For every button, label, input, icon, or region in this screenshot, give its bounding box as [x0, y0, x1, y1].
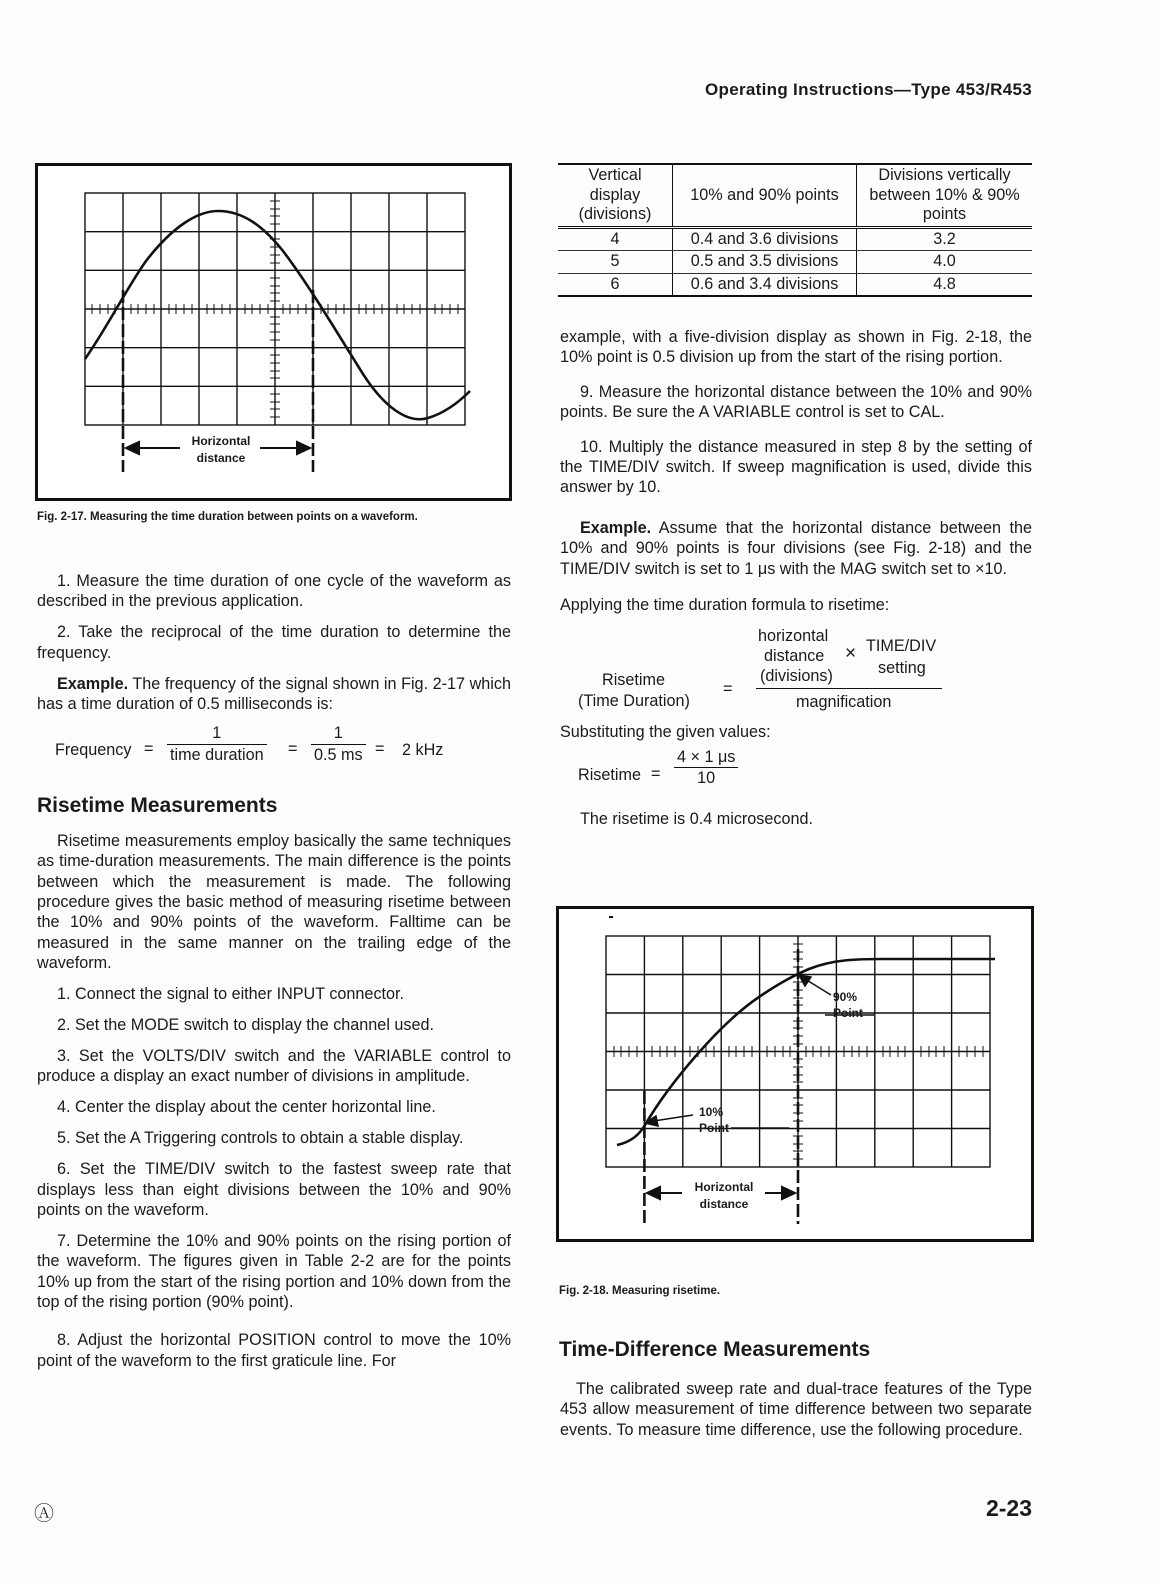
paragraph-continued: example, with a five-division display as shown in Fig. 2-18, the 10% point is 0.5 division up from the start of the rising portion. — [560, 328, 1032, 367]
fraction-1-denominator: time duration — [170, 745, 264, 764]
table-cell: 3.2 — [857, 227, 1033, 251]
fig218-90-label-2: Point — [833, 1006, 863, 1020]
table-cell: 0.4 and 3.6 divisions — [673, 227, 857, 251]
figure-2-18 — [556, 906, 1034, 1242]
risetime-formula — [560, 626, 1032, 718]
paragraph-step-r3: 3. Set the VOLTS/DIV switch and the VARIABLE control to produce a display an exact number of divisions in amplitude. — [37, 1047, 511, 1086]
formula1-num-1: horizontal — [758, 626, 829, 645]
paragraph-result: The risetime is 0.4 microsecond. — [580, 809, 814, 828]
fig218-label-2: distance — [699, 1197, 749, 1211]
table-cell: 6 — [558, 273, 673, 296]
paragraph-step-r5: 5. Set the A Triggering controls to obtain a stable display. — [57, 1129, 464, 1148]
formula-lhs: Frequency — [55, 741, 132, 760]
paragraph-step-r1: 1. Connect the signal to either INPUT connector. — [57, 985, 405, 1004]
formula2-denominator: 10 — [697, 769, 716, 788]
fig218-90-label-1: 90% — [833, 990, 858, 1004]
formula-eq: = — [144, 740, 154, 759]
formula-fraction-2 — [311, 723, 366, 765]
right-column — [560, 327, 1032, 840]
formula-result: 2 kHz — [402, 741, 444, 760]
formula1-eq: = — [723, 679, 733, 698]
example-text: Assume that the horizontal distance between the 10% and 90% points is four divisions (see Fig. 2-18) and the TIME/DIV switch is set to 1 μs with the MAG switch set to ×10. — [560, 518, 1032, 578]
formula1-num-2: distance — [764, 646, 825, 665]
waveform-risetime-graticule — [559, 909, 1031, 1239]
table-cell: 4 — [558, 227, 673, 251]
formula1-num-4: TIME/DIV — [866, 636, 937, 655]
table-cell: 5 — [558, 251, 673, 274]
frequency-formula — [37, 724, 511, 774]
paragraph-time-difference: The calibrated sweep rate and dual-trace features of the Type 453 allow measurement of time difference between two separate events. To measure time difference, use the following procedure. — [560, 1380, 1032, 1439]
example-risetime — [560, 518, 1032, 579]
paragraph-risetime-intro: Risetime measurements employ basically the same techniques as time-duration measurements. The main difference is the points between which the measurement is made. The following procedure gives the basic method of measuring risetime between the 10% and 90% points of the waveform. Falltime can be measured in the same manner on the trailing edge of the waveform. — [37, 831, 511, 973]
table-header-col-2: 10% and 90% points — [673, 165, 857, 227]
table-cell: 4.8 — [857, 273, 1033, 296]
paragraph-step-r8: 8. Adjust the horizontal POSITION control to move the 10% point of the waveform to the first graticule line. For — [37, 1331, 511, 1370]
table-header-col-1: Vertical display (divisions) — [558, 165, 673, 227]
example-frequency — [37, 674, 511, 715]
waveform-sine-graticule — [38, 166, 509, 498]
fraction-2-numerator: 1 — [311, 723, 366, 744]
paragraph-apply: Applying the time duration formula to risetime: — [560, 596, 890, 615]
example-label: Example. — [57, 674, 129, 693]
left-column — [37, 571, 511, 1382]
heading-time-difference: Time-Difference Measurements — [559, 1338, 871, 1361]
table-cell: 0.5 and 3.5 divisions — [673, 251, 857, 274]
example-label: Example. — [580, 518, 652, 537]
formula2-numerator: 4 × 1 μs — [674, 747, 738, 768]
table-row — [558, 251, 1032, 274]
paragraph-step-1: 1. Measure the time duration of one cycle of the waveform as described in the previous application. — [37, 572, 511, 611]
table-2-2 — [558, 163, 1032, 297]
formula1-lhs-1: Risetime — [602, 670, 665, 689]
paragraph-step-r4: 4. Center the display about the center horizontal line. — [57, 1098, 436, 1117]
formula1-denominator: magnification — [796, 692, 892, 711]
paragraph-step-9: 9. Measure the horizontal distance between the 10% and 90% points. Be sure the A VARIABLE control is set to CAL. — [560, 382, 1032, 422]
formula2-lhs: Risetime — [578, 765, 641, 784]
table-header-col-3: Divisions vertically between 10% & 90% points — [857, 165, 1033, 227]
fraction-1-numerator: 1 — [167, 723, 267, 744]
formula-fraction-1 — [167, 723, 267, 765]
example-text: The frequency of the signal shown in Fig. 2-17 which has a time duration of 0.5 milliseconds is: — [37, 674, 511, 714]
fig217-label-2: distance — [196, 451, 246, 465]
formula-eq-2: = — [288, 740, 298, 759]
formula1-num-5: setting — [878, 658, 926, 677]
table-cell: 4.0 — [857, 251, 1033, 274]
paragraph-step-r7: 7. Determine the 10% and 90% points on the rising portion of the waveform. The figures given in Table 2-2 are for the points 10% up from the start of the rising portion and 10% down from the top of the rising portion (90% point). — [37, 1231, 511, 1312]
fig218-caption: Fig. 2-18. Measuring risetime. — [559, 1285, 721, 1297]
heading-risetime: Risetime Measurements — [37, 794, 278, 818]
paragraph-step-2: 2. Take the reciprocal of the time duration to determine the frequency. — [37, 623, 511, 662]
figure-2-17 — [35, 163, 512, 501]
formula1-lhs-2: (Time Duration) — [578, 691, 690, 710]
paragraph-step-10: 10. Multiply the distance measured in step 8 by the setting of the TIME/DIV switch. If sweep magnification is used, divide this answer by 10. — [560, 437, 1032, 497]
fraction-2-denominator: 0.5 ms — [314, 745, 363, 764]
table-row — [558, 273, 1032, 296]
table-row — [558, 227, 1032, 251]
formula1-num-3: (divisions) — [760, 666, 833, 685]
running-header: Operating Instructions—Type 453/R453 — [705, 80, 1032, 99]
formula-eq-3: = — [375, 740, 385, 759]
formula1-times: × — [845, 642, 857, 664]
formula2-fraction — [674, 747, 738, 789]
paragraph-step-r2: 2. Set the MODE switch to display the channel used. — [57, 1016, 435, 1035]
fig217-caption: Fig. 2-17. Measuring the time duration between points on a waveform. — [37, 511, 418, 523]
paragraph-step-r6: 6. Set the TIME/DIV switch to the fastest sweep rate that displays less than eight divisions between the 10% and 90% points on the waveform. — [37, 1160, 511, 1219]
copyright-mark: Ⓐ — [34, 1503, 54, 1525]
formula2-eq: = — [651, 764, 661, 783]
fig218-10-label-1: 10% — [699, 1105, 724, 1119]
fig218-10-label-2: Point — [699, 1121, 729, 1135]
paragraph-substitute: Substituting the given values: — [560, 722, 771, 741]
fig218-label-1: Horizontal — [694, 1180, 754, 1194]
page-number: 2-23 — [985, 1495, 1032, 1521]
table-cell: 0.6 and 3.4 divisions — [673, 273, 857, 296]
risetime-formula-2 — [560, 747, 1032, 801]
formula1-divider — [756, 688, 942, 689]
fig217-label-1: Horizontal — [191, 434, 251, 448]
